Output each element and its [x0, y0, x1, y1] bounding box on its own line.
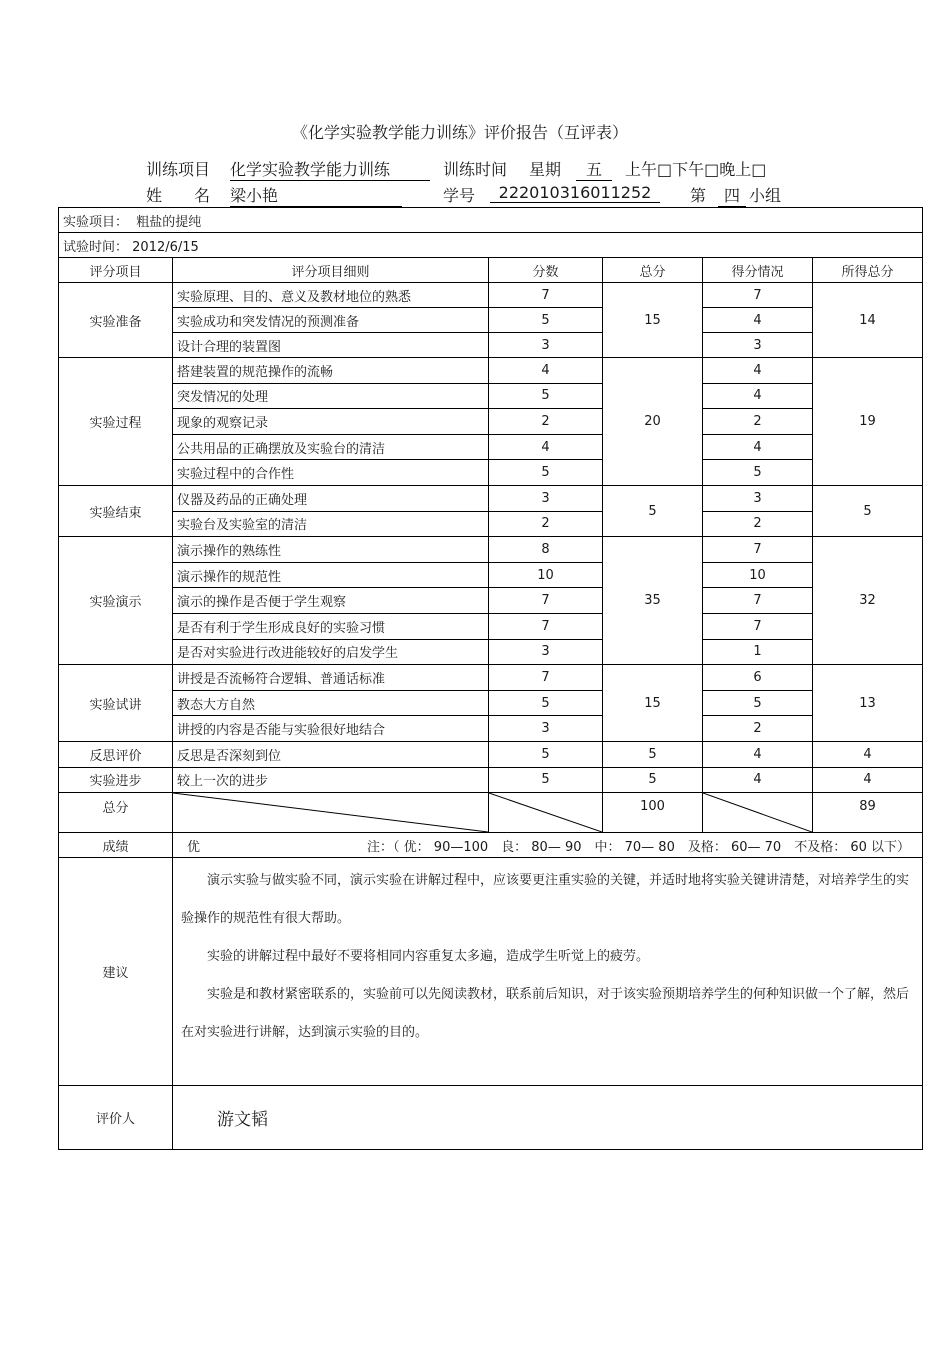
criterion-text: 反思是否深刻到位: [173, 741, 489, 767]
category-obtained-total: 5: [813, 485, 923, 536]
weekday-label: 星期: [529, 160, 562, 179]
criterion-text: 演示的操作是否便于学生观察: [173, 588, 489, 614]
experiment-date-label: 试验时间：: [63, 239, 129, 255]
criterion-text: 搭建装置的规范操作的流畅: [173, 358, 489, 384]
criterion-score: 7: [489, 613, 603, 639]
column-header: 所得总分: [813, 258, 923, 283]
group-value: 四: [718, 183, 746, 207]
column-header: 分数: [489, 258, 603, 283]
id-value: 222010316011252: [490, 183, 660, 203]
category-name: 反思评价: [59, 741, 173, 767]
category-name: 实验准备: [59, 283, 173, 358]
group-prefix: 第: [690, 186, 707, 205]
criterion-text: 演示操作的规范性: [173, 562, 489, 588]
criterion-text: 实验成功和突发情况的预测准备: [173, 308, 489, 333]
obtained-total-score: 89: [813, 793, 923, 833]
criterion-obtained: 3: [703, 333, 813, 358]
criterion-text: 实验过程中的合作性: [173, 460, 489, 486]
suggestion-cell: [173, 858, 923, 1086]
criterion-obtained: 1: [703, 639, 813, 665]
category-total: 15: [603, 283, 703, 358]
criterion-row: [59, 460, 923, 486]
criterion-text: 讲授是否流畅符合逻辑、普通话标准: [173, 665, 489, 691]
category-obtained-total: 32: [813, 537, 923, 665]
column-header-row: [59, 258, 923, 283]
criterion-row: [59, 333, 923, 358]
category-name: 实验进步: [59, 767, 173, 793]
criterion-row: [59, 283, 923, 308]
criterion-score: 5: [489, 383, 603, 409]
criterion-row: [59, 665, 923, 691]
report-title: 《化学实验教学能力训练》评价报告（互评表）: [291, 123, 628, 142]
category-obtained-total: 14: [813, 283, 923, 358]
criterion-row: [59, 613, 923, 639]
category-obtained-total: 4: [813, 741, 923, 767]
category-obtained-total: 13: [813, 665, 923, 742]
criterion-row: [59, 767, 923, 793]
criterion-text: 实验原理、目的、意义及教材地位的熟悉: [173, 283, 489, 308]
criterion-score: 7: [489, 283, 603, 308]
grade-note: 注：（ 优： 90—100 良： 80— 90 中： 70— 80 及格： 60— 70 不及格： 60 以下）: [367, 839, 911, 855]
category-obtained-total: 4: [813, 767, 923, 793]
criterion-text: 实验台及实验室的清洁: [173, 511, 489, 537]
blank-cell-diagonal: [703, 793, 813, 833]
suggestion-paragraph: 演示实验与做实验不同，演示实验在讲解过程中，应该要更注重实验的关键，并适时地将实验关键讲清楚，对培养学生的实验操作的规范性有很大帮助。: [181, 873, 910, 927]
experiment-date-value: 2012/6/15: [132, 239, 199, 255]
criterion-obtained: 7: [703, 537, 813, 563]
criterion-score: 10: [489, 562, 603, 588]
evaluator-row: [59, 1086, 923, 1150]
blank-cell-diagonal: [489, 793, 603, 833]
criterion-text: 讲授的内容是否能与实验很好地结合: [173, 716, 489, 742]
column-header: 评分项目细则: [173, 258, 489, 283]
criterion-score: 5: [489, 741, 603, 767]
criterion-row: [59, 485, 923, 511]
criterion-row: [59, 716, 923, 742]
criterion-text: 突发情况的处理: [173, 383, 489, 409]
criterion-text: 仪器及药品的正确处理: [173, 485, 489, 511]
criterion-obtained: 2: [703, 511, 813, 537]
criterion-text: 公共用品的正确摆放及实验台的清洁: [173, 434, 489, 460]
criterion-score: 5: [489, 308, 603, 333]
suggestion-label: 建议: [59, 858, 173, 1086]
criterion-text: 设计合理的装置图: [173, 333, 489, 358]
criterion-score: 7: [489, 665, 603, 691]
total-row: [59, 793, 923, 833]
suggestion-row: [59, 858, 923, 1086]
criterion-text: 现象的观察记录: [173, 409, 489, 435]
grade-label: 成绩: [59, 833, 173, 858]
group-suffix: 小组: [749, 186, 782, 205]
criterion-score: 2: [489, 409, 603, 435]
criterion-score: 4: [489, 434, 603, 460]
weekday-value: 五: [576, 157, 612, 181]
experiment-item-row: [59, 208, 923, 233]
blank-cell-diagonal: [173, 793, 489, 833]
criterion-obtained: 6: [703, 665, 813, 691]
criterion-score: 5: [489, 460, 603, 486]
criterion-score: 8: [489, 537, 603, 563]
column-header: 得分情况: [703, 258, 813, 283]
criterion-obtained: 5: [703, 460, 813, 486]
criterion-obtained: 4: [703, 767, 813, 793]
criterion-obtained: 10: [703, 562, 813, 588]
criterion-row: [59, 308, 923, 333]
criterion-score: 3: [489, 333, 603, 358]
criterion-obtained: 4: [703, 358, 813, 384]
criterion-obtained: 4: [703, 741, 813, 767]
criterion-obtained: 4: [703, 308, 813, 333]
criterion-row: [59, 639, 923, 665]
category-total: 5: [603, 741, 703, 767]
project-value: 化学实验教学能力训练: [230, 157, 430, 181]
suggestion-paragraph: 实验的讲解过程中最好不要将相同内容重复太多遍，造成学生听觉上的疲劳。: [207, 949, 650, 965]
category-total: 5: [603, 485, 703, 536]
criterion-text: 是否有利于学生形成良好的实验习惯: [173, 613, 489, 639]
grade-value: 优: [187, 839, 201, 855]
evaluator-label: 评价人: [59, 1086, 173, 1150]
session-options: 上午□下午□晚上□: [625, 160, 767, 179]
criterion-score: 4: [489, 358, 603, 384]
criterion-row: [59, 409, 923, 435]
category-total: 20: [603, 358, 703, 486]
criterion-text: 演示操作的熟练性: [173, 537, 489, 563]
criterion-score: 2: [489, 511, 603, 537]
evaluator-name: 游文韬: [173, 1086, 923, 1150]
column-header: 评分项目: [59, 258, 173, 283]
experiment-date-row: [59, 233, 923, 258]
category-total: 35: [603, 537, 703, 665]
category-name: 实验结束: [59, 485, 173, 536]
criterion-text: 较上一次的进步: [173, 767, 489, 793]
category-total: 15: [603, 665, 703, 742]
criterion-row: [59, 383, 923, 409]
criterion-score: 7: [489, 588, 603, 614]
suggestion-paragraph: 实验是和教材紧密联系的，实验前可以先阅读教材，联系前后知识，对于该实验预期培养学生的何种知识做一个了解，然后在对实验进行讲解，达到演示实验的目的。: [181, 987, 910, 1041]
grade-row: [59, 833, 923, 858]
name-value: 梁小艳: [230, 183, 402, 207]
criterion-text: 是否对实验进行改进能较好的启发学生: [173, 639, 489, 665]
criterion-obtained: 2: [703, 409, 813, 435]
criterion-row: [59, 434, 923, 460]
criterion-obtained: 4: [703, 434, 813, 460]
criterion-row: [59, 358, 923, 384]
id-label: 学号: [443, 186, 476, 205]
column-header: 总分: [603, 258, 703, 283]
experiment-item-label: 实验项目：: [63, 214, 129, 230]
criterion-obtained: 5: [703, 690, 813, 716]
criterion-obtained: 2: [703, 716, 813, 742]
criterion-row: [59, 588, 923, 614]
criterion-score: 3: [489, 639, 603, 665]
category-name: 实验演示: [59, 537, 173, 665]
total-label: 总分: [59, 793, 173, 833]
project-label: 训练项目: [146, 160, 211, 179]
criterion-row: [59, 562, 923, 588]
criterion-text: 教态大方自然: [173, 690, 489, 716]
category-obtained-total: 19: [813, 358, 923, 486]
criterion-score: 5: [489, 690, 603, 716]
grade-cell: [173, 833, 923, 858]
criterion-obtained: 3: [703, 485, 813, 511]
experiment-item-value: 粗盐的提纯: [136, 214, 202, 230]
criterion-obtained: 7: [703, 613, 813, 639]
evaluation-table: [58, 207, 923, 1150]
name-label: 姓 名: [146, 186, 211, 205]
criterion-obtained: 7: [703, 283, 813, 308]
category-name: 实验过程: [59, 358, 173, 486]
category-name: 实验试讲: [59, 665, 173, 742]
criterion-score: 3: [489, 716, 603, 742]
criterion-row: [59, 741, 923, 767]
criterion-obtained: 4: [703, 383, 813, 409]
criterion-row: [59, 511, 923, 537]
time-label: 训练时间: [443, 160, 508, 179]
category-total: 5: [603, 767, 703, 793]
total-score: 100: [603, 793, 703, 833]
criterion-row: [59, 690, 923, 716]
criterion-score: 5: [489, 767, 603, 793]
criterion-obtained: 7: [703, 588, 813, 614]
criterion-row: [59, 537, 923, 563]
criterion-score: 3: [489, 485, 603, 511]
